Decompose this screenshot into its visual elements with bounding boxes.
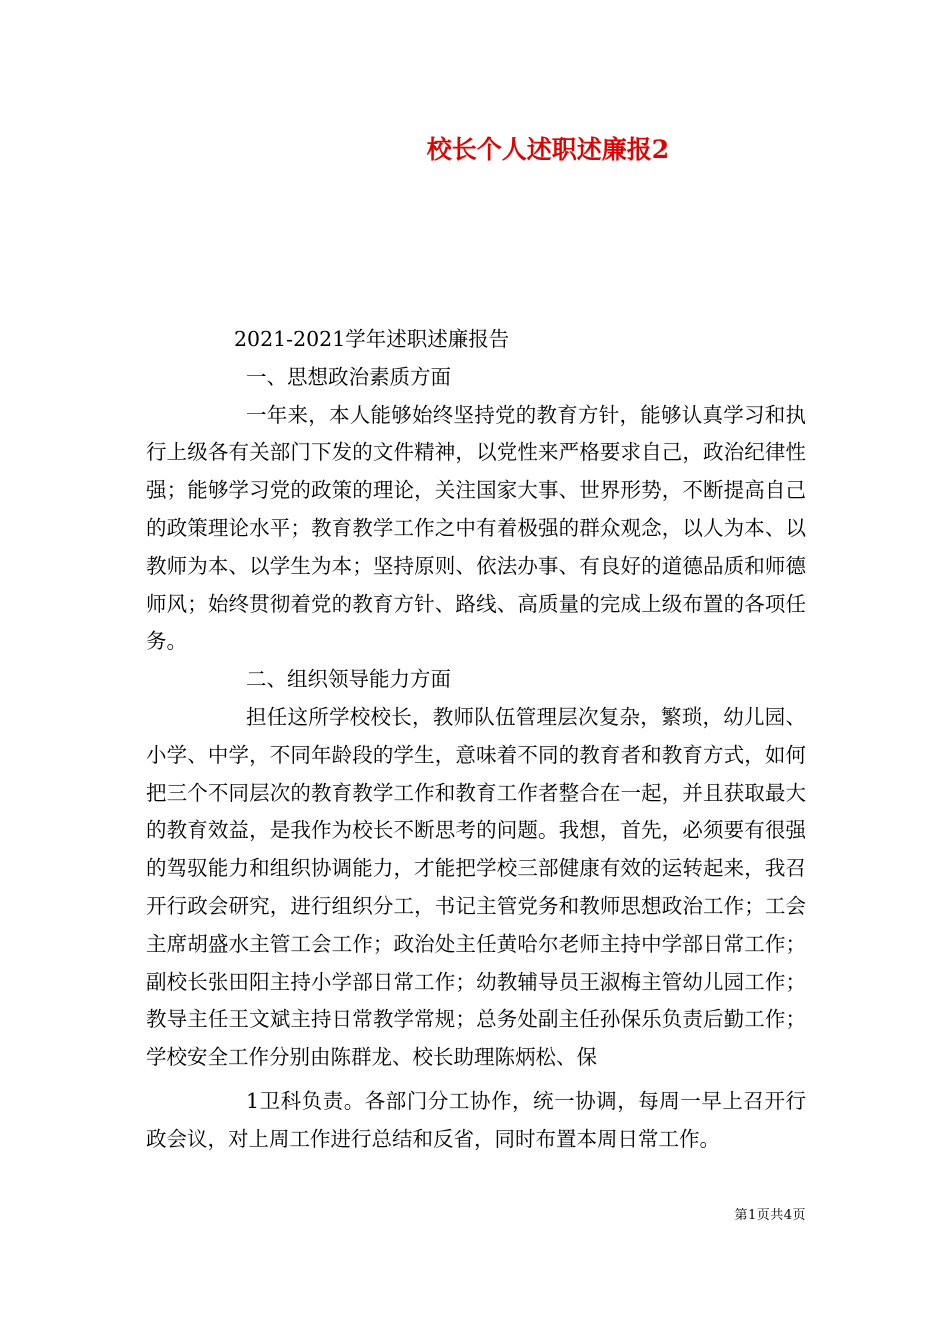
document-title: 校长个人述职述廉报2 — [426, 135, 670, 164]
section-heading-leadership: 二、组织领导能力方面 — [246, 667, 451, 692]
document-body — [146, 321, 806, 1159]
page-number: 第1页共4页 — [734, 1208, 806, 1223]
paragraph-leadership: 担任这所学校校长，教师队伍管理层次复杂，繁琐，幼儿园、小学、中学，不同年龄段的学生，意味着不同的教育者和教育方式，如何把三个不同层次的教育教学工作和教育工作者整合在一起，并且获取最大的教育效益，是我作为校长不断思考的问题。我想，首先，必须要有很强的驾驭能力和组织协调能力，才能把学校三部健康有效的运转起来，我召开行政会研究，进行组织分工，书记主管党务和教师思想政治工作；工会主席胡盛水主管工会工作；政治处主任黄哈尔老师主持中学部日常工作；副校长张田阳主持小学部日常工作；幼教辅导员王淑梅主管幼儿园工作；教导主任王文斌主持日常教学常规；总务处副主任孙保乐负责后勤工作；学校安全工作分别由陈群龙、校长助理陈炳松、保 — [146, 704, 806, 1070]
report-subtitle: 2021-2021学年述职述廉报告 — [234, 327, 510, 351]
paragraph-leadership-continued: 1卫科负责。各部门分工协作，统一协调，每周一早上召开行政会议，对上周工作进行总结和反省，同时布置本周日常工作。 — [146, 1088, 806, 1151]
paragraph-political: 一年来，本人能够始终坚持党的教育方针，能够认真学习和执行上级各有关部门下发的文件精神，以党性来严格要求自己，政治纪律性强；能够学习党的政策的理论，关注国家大事、世界形势，不断提高自己的政策理论水平；教育教学工作之中有着极强的群众观念，以人为本、以教师为本、以学生为本；坚持原则、依法办事、有良好的道德品质和师德师风；始终贯彻着党的教育方针、路线、高质量的完成上级布置的各项任务。 — [146, 402, 806, 654]
section-heading-political: 一、思想政治素质方面 — [246, 364, 451, 389]
